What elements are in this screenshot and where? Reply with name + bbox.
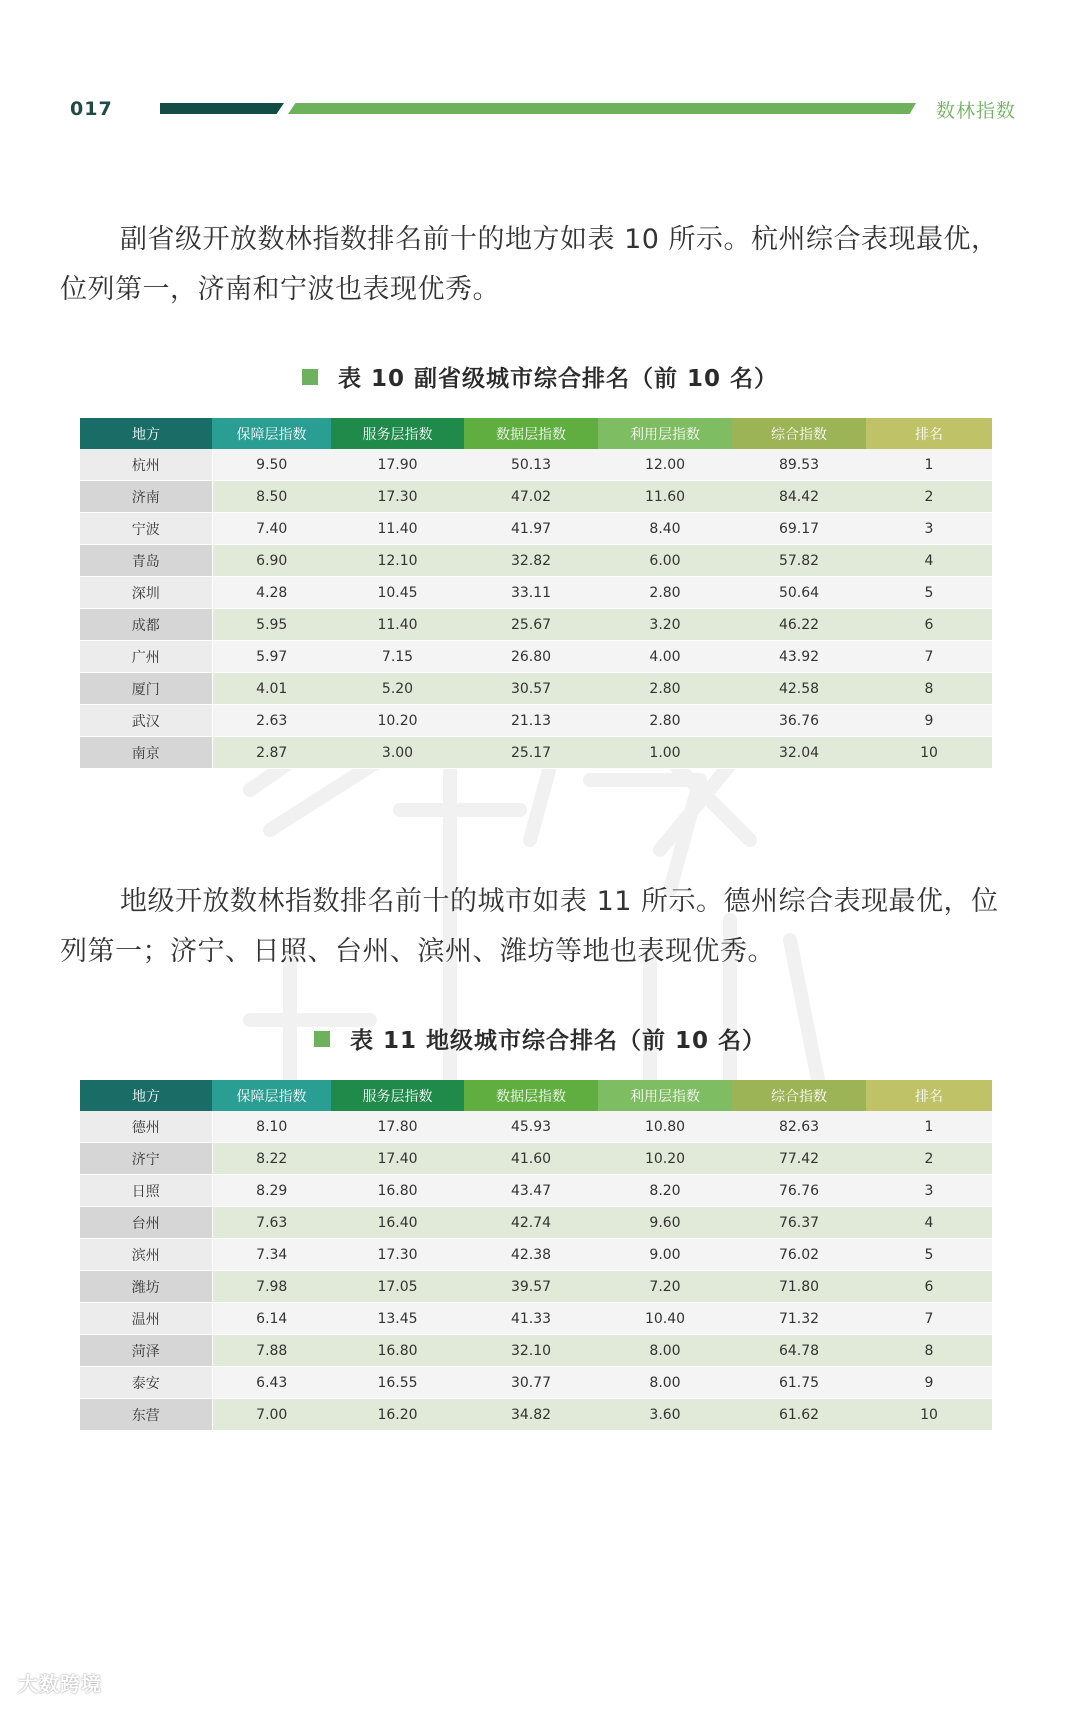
cell-total: 89.53 [732, 449, 866, 481]
cell-data: 32.10 [464, 1335, 598, 1367]
cell-total: 46.22 [732, 609, 866, 641]
table-10-title-text: 表 10 副省级城市综合排名（前 10 名） [337, 366, 779, 392]
cell-place: 温州 [80, 1303, 212, 1335]
cell-rank: 7 [866, 641, 992, 673]
cell-guarantee: 8.10 [212, 1111, 331, 1143]
cell-rank: 2 [866, 1143, 992, 1175]
title-square-icon [302, 369, 318, 385]
cell-guarantee: 8.22 [212, 1143, 331, 1175]
cell-service: 13.45 [331, 1303, 464, 1335]
cell-use: 9.00 [598, 1239, 732, 1271]
cell-place: 武汉 [80, 705, 212, 737]
cell-place: 成都 [80, 609, 212, 641]
table-row [80, 641, 992, 673]
table-row [80, 545, 992, 577]
cell-use: 8.20 [598, 1175, 732, 1207]
cell-data: 39.57 [464, 1271, 598, 1303]
cell-use: 8.40 [598, 513, 732, 545]
header-service: 服务层指数 [331, 418, 464, 449]
cell-service: 3.00 [331, 737, 464, 769]
table-row [80, 609, 992, 641]
cell-service: 16.55 [331, 1367, 464, 1399]
table-row [80, 673, 992, 705]
cell-data: 33.11 [464, 577, 598, 609]
cell-place: 广州 [80, 641, 212, 673]
cell-guarantee: 6.14 [212, 1303, 331, 1335]
cell-rank: 10 [866, 1399, 992, 1431]
cell-use: 4.00 [598, 641, 732, 673]
cell-guarantee: 4.28 [212, 577, 331, 609]
table-row [80, 1367, 992, 1399]
cell-guarantee: 2.87 [212, 737, 331, 769]
table-row [80, 1239, 992, 1271]
cell-total: 69.17 [732, 513, 866, 545]
cell-place: 泰安 [80, 1367, 212, 1399]
intro-paragraph-1: 副省级开放数林指数排名前十的地方如表 10 所示。杭州综合表现最优，位列第一，济南和宁波也表现优秀。 [60, 224, 999, 305]
cell-use: 2.80 [598, 705, 732, 737]
table-row [80, 449, 992, 481]
cell-use: 8.00 [598, 1335, 732, 1367]
cell-guarantee: 9.50 [212, 449, 331, 481]
cell-service: 17.05 [331, 1271, 464, 1303]
table-row [80, 1207, 992, 1239]
cell-total: 61.75 [732, 1367, 866, 1399]
cell-guarantee: 5.97 [212, 641, 331, 673]
cell-service: 17.30 [331, 1239, 464, 1271]
table-10 [80, 418, 992, 769]
cell-rank: 3 [866, 513, 992, 545]
cell-guarantee: 7.63 [212, 1207, 331, 1239]
table-11 [80, 1080, 992, 1431]
cell-rank: 3 [866, 1175, 992, 1207]
cell-total: 32.04 [732, 737, 866, 769]
cell-guarantee: 2.63 [212, 705, 331, 737]
cell-place: 南京 [80, 737, 212, 769]
brand-title: 数林指数 [936, 100, 1017, 122]
header-service: 服务层指数 [331, 1080, 464, 1111]
cell-place: 潍坊 [80, 1271, 212, 1303]
cell-use: 2.80 [598, 577, 732, 609]
cell-use: 10.40 [598, 1303, 732, 1335]
cell-guarantee: 5.95 [212, 609, 331, 641]
cell-total: 42.58 [732, 673, 866, 705]
table-row [80, 1303, 992, 1335]
cell-total: 76.76 [732, 1175, 866, 1207]
cell-use: 7.20 [598, 1271, 732, 1303]
cell-place: 深圳 [80, 577, 212, 609]
table-row [80, 1271, 992, 1303]
cell-place: 东营 [80, 1399, 212, 1431]
cell-guarantee: 7.88 [212, 1335, 331, 1367]
cell-rank: 6 [866, 609, 992, 641]
cell-guarantee: 7.98 [212, 1271, 331, 1303]
cell-guarantee: 7.34 [212, 1239, 331, 1271]
cell-data: 32.82 [464, 545, 598, 577]
cell-use: 9.60 [598, 1207, 732, 1239]
cell-service: 16.80 [331, 1335, 464, 1367]
table-11-title [0, 1022, 1080, 1055]
header-total: 综合指数 [732, 1080, 866, 1111]
header-total: 综合指数 [732, 418, 866, 449]
cell-rank: 1 [866, 449, 992, 481]
cell-use: 6.00 [598, 545, 732, 577]
cell-place: 济南 [80, 481, 212, 513]
table-header-row [80, 418, 992, 449]
cell-rank: 8 [866, 1335, 992, 1367]
cell-use: 1.00 [598, 737, 732, 769]
cell-total: 76.37 [732, 1207, 866, 1239]
cell-use: 8.00 [598, 1367, 732, 1399]
cell-total: 61.62 [732, 1399, 866, 1431]
cell-place: 滨州 [80, 1239, 212, 1271]
cell-place: 青岛 [80, 545, 212, 577]
table-row [80, 1335, 992, 1367]
cell-rank: 7 [866, 1303, 992, 1335]
header-place: 地方 [80, 418, 212, 449]
table-row [80, 1175, 992, 1207]
cell-guarantee: 6.43 [212, 1367, 331, 1399]
cell-use: 3.60 [598, 1399, 732, 1431]
cell-use: 2.80 [598, 673, 732, 705]
cell-rank: 9 [866, 1367, 992, 1399]
cell-data: 25.17 [464, 737, 598, 769]
table-10-title [0, 360, 1080, 393]
cell-service: 10.45 [331, 577, 464, 609]
cell-total: 36.76 [732, 705, 866, 737]
cell-data: 34.82 [464, 1399, 598, 1431]
table-11-title-text: 表 11 地级城市综合排名（前 10 名） [349, 1028, 767, 1054]
cell-service: 17.80 [331, 1111, 464, 1143]
cell-rank: 5 [866, 1239, 992, 1271]
header-bar-green [288, 103, 916, 114]
header-use: 利用层指数 [598, 1080, 732, 1111]
cell-place: 宁波 [80, 513, 212, 545]
cell-rank: 10 [866, 737, 992, 769]
cell-guarantee: 7.40 [212, 513, 331, 545]
header-guarantee: 保障层指数 [212, 418, 331, 449]
table-header-row [80, 1080, 992, 1111]
cell-rank: 1 [866, 1111, 992, 1143]
cell-data: 41.97 [464, 513, 598, 545]
cell-place: 厦门 [80, 673, 212, 705]
cell-service: 5.20 [331, 673, 464, 705]
cell-total: 77.42 [732, 1143, 866, 1175]
cell-total: 57.82 [732, 545, 866, 577]
cell-rank: 8 [866, 673, 992, 705]
cell-total: 71.32 [732, 1303, 866, 1335]
cell-data: 21.13 [464, 705, 598, 737]
cell-data: 41.33 [464, 1303, 598, 1335]
cell-guarantee: 6.90 [212, 545, 331, 577]
cell-service: 11.40 [331, 609, 464, 641]
cell-total: 64.78 [732, 1335, 866, 1367]
cell-data: 45.93 [464, 1111, 598, 1143]
cell-data: 26.80 [464, 641, 598, 673]
cell-guarantee: 4.01 [212, 673, 331, 705]
cell-data: 41.60 [464, 1143, 598, 1175]
cell-service: 16.80 [331, 1175, 464, 1207]
cell-service: 17.30 [331, 481, 464, 513]
cell-rank: 4 [866, 545, 992, 577]
cell-total: 71.80 [732, 1271, 866, 1303]
intro-paragraph-2: 地级开放数林指数排名前十的城市如表 11 所示。德州综合表现最优，位列第一；济宁、日照、台州、滨州、潍坊等地也表现优秀。 [60, 886, 999, 967]
cell-use: 10.20 [598, 1143, 732, 1175]
cell-service: 16.20 [331, 1399, 464, 1431]
cell-data: 25.67 [464, 609, 598, 641]
title-square-icon [314, 1031, 330, 1047]
table-row [80, 1111, 992, 1143]
cell-service: 7.15 [331, 641, 464, 673]
header-place: 地方 [80, 1080, 212, 1111]
cell-service: 12.10 [331, 545, 464, 577]
cell-data: 47.02 [464, 481, 598, 513]
cell-data: 43.47 [464, 1175, 598, 1207]
cell-total: 82.63 [732, 1111, 866, 1143]
table-row [80, 737, 992, 769]
cell-use: 10.80 [598, 1111, 732, 1143]
header-data: 数据层指数 [464, 418, 598, 449]
cell-service: 16.40 [331, 1207, 464, 1239]
cell-place: 菏泽 [80, 1335, 212, 1367]
cell-service: 10.20 [331, 705, 464, 737]
cell-data: 42.74 [464, 1207, 598, 1239]
header-bar-dark [160, 103, 284, 114]
cell-rank: 4 [866, 1207, 992, 1239]
cell-use: 3.20 [598, 609, 732, 641]
cell-total: 50.64 [732, 577, 866, 609]
cell-rank: 5 [866, 577, 992, 609]
header-rank: 排名 [866, 418, 992, 449]
table-row [80, 1399, 992, 1431]
cell-guarantee: 7.00 [212, 1399, 331, 1431]
cell-use: 11.60 [598, 481, 732, 513]
cell-use: 12.00 [598, 449, 732, 481]
cell-rank: 9 [866, 705, 992, 737]
table-row [80, 513, 992, 545]
footer-logo: 大数跨境 [18, 1672, 102, 1696]
cell-guarantee: 8.29 [212, 1175, 331, 1207]
cell-place: 德州 [80, 1111, 212, 1143]
cell-total: 84.42 [732, 481, 866, 513]
cell-place: 日照 [80, 1175, 212, 1207]
cell-data: 30.77 [464, 1367, 598, 1399]
table-row [80, 1143, 992, 1175]
cell-rank: 2 [866, 481, 992, 513]
cell-guarantee: 8.50 [212, 481, 331, 513]
header-data: 数据层指数 [464, 1080, 598, 1111]
cell-place: 台州 [80, 1207, 212, 1239]
cell-data: 50.13 [464, 449, 598, 481]
cell-total: 43.92 [732, 641, 866, 673]
cell-service: 17.40 [331, 1143, 464, 1175]
cell-data: 42.38 [464, 1239, 598, 1271]
cell-data: 30.57 [464, 673, 598, 705]
cell-place: 杭州 [80, 449, 212, 481]
table-row [80, 705, 992, 737]
cell-place: 济宁 [80, 1143, 212, 1175]
cell-rank: 6 [866, 1271, 992, 1303]
header-use: 利用层指数 [598, 418, 732, 449]
table-row [80, 481, 992, 513]
cell-service: 11.40 [331, 513, 464, 545]
cell-total: 76.02 [732, 1239, 866, 1271]
cell-service: 17.90 [331, 449, 464, 481]
table-row [80, 577, 992, 609]
page-number: 017 [70, 98, 113, 120]
header-guarantee: 保障层指数 [212, 1080, 331, 1111]
header-rank: 排名 [866, 1080, 992, 1111]
